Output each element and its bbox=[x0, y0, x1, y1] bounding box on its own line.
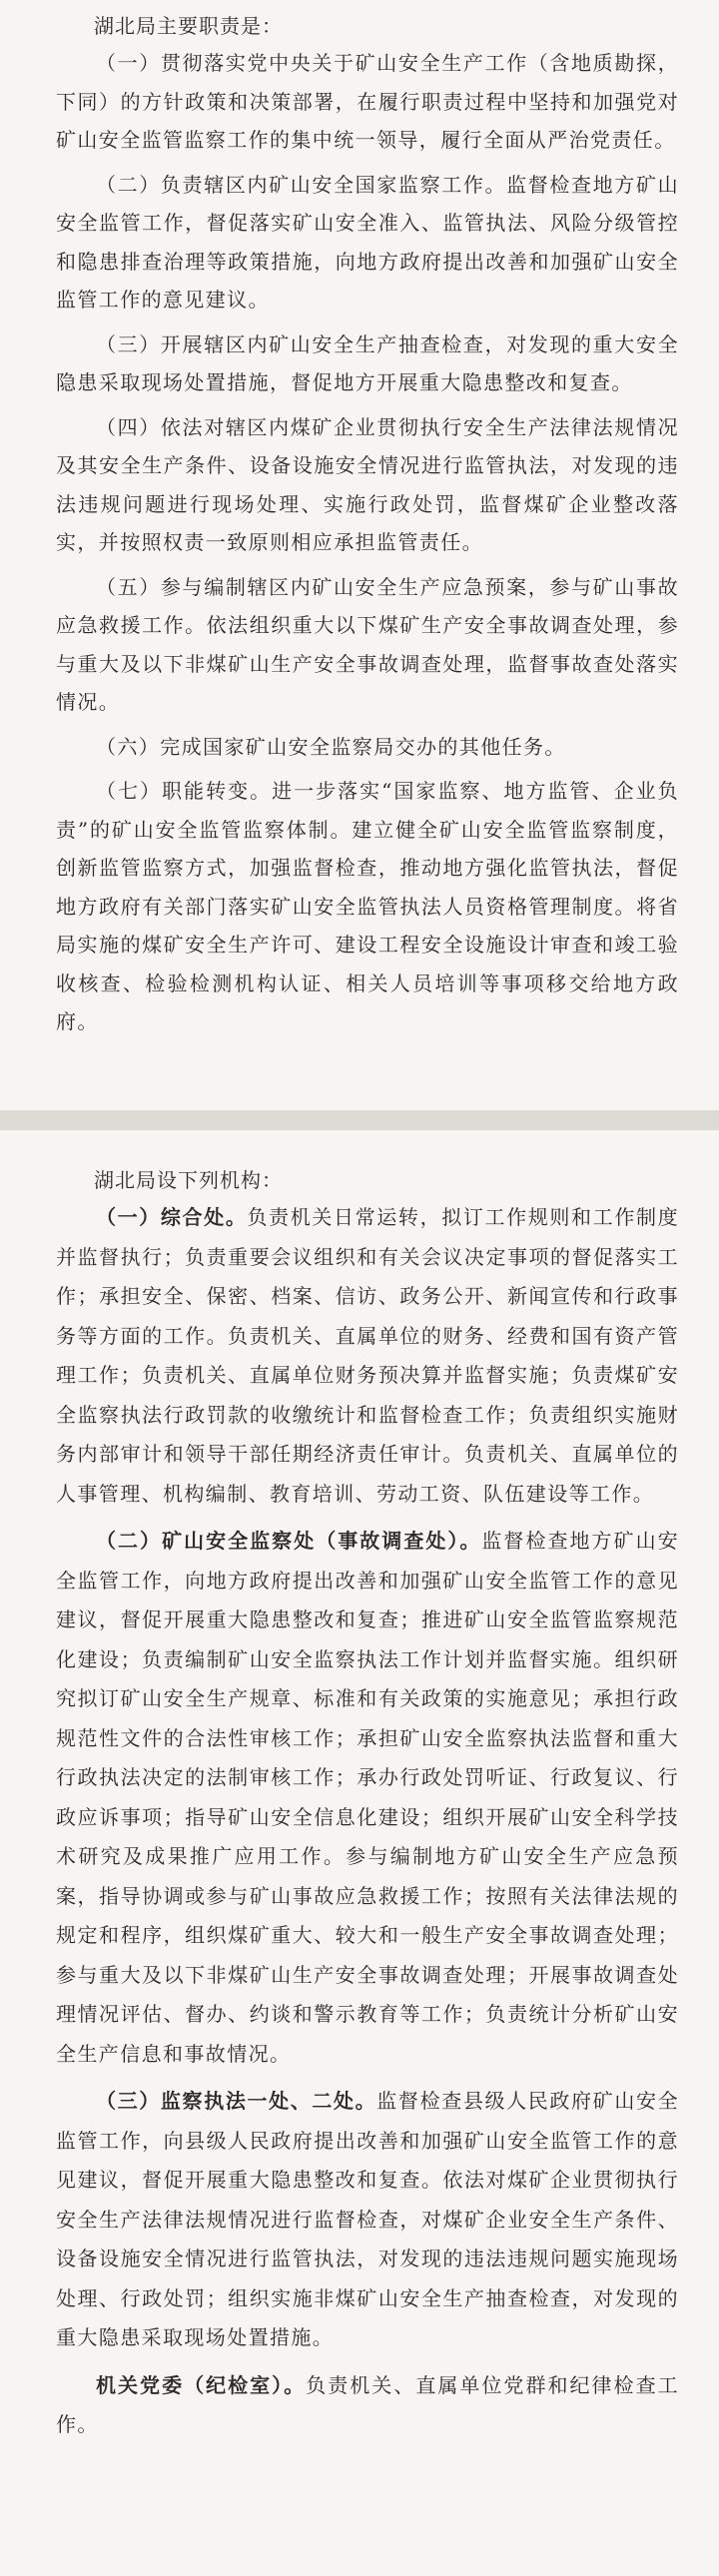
section-title: 机关党委（纪检室）。 bbox=[96, 2372, 307, 2397]
section-body: 负责机关、直属单位党群和纪律检查工作。 bbox=[56, 2372, 679, 2436]
document-page-2 bbox=[0, 1130, 719, 2576]
section-body: 监督检查县级人民政府矿山安全监管工作，向县级人民政府提出改善和加强矿山安全监管工作的意见建议，督促开展重大隐患整改和复查。依法对煤矿企业贯彻执行安全生产法律法规情况进行监督检查，对煤矿企业安全生产条件、设备设施安全情况进行监管执法，对发现的违法违规问题实施现场处理、行政处罚；组织实施非煤矿山安全生产抽查检查，对发现的重大隐患采取现场处置措施。 bbox=[56, 2089, 679, 2349]
duty-item-4: （四）依法对辖区内煤矿企业贯彻执行安全生产法律法规情况及其安全生产条件、设备设施安全情况进行监管执法，对发现的违法违规问题进行现场处理、实施行政处罚，监督煤矿企业整改落实，并按照权责一致原则相应承担监管责任。 bbox=[56, 414, 679, 554]
page2-heading: 湖北局设下列机构： bbox=[94, 1168, 283, 1192]
section-general-office bbox=[56, 1198, 679, 1514]
section-body: 负责机关日常运转，拟订工作规则和工作制度并监督执行；负责重要会议组织和有关会议决定事项的督促落实工作；承担安全、保密、档案、信访、政务公开、新闻宣传和行政事务等方面的工作。负责机关、直属单位的财务、经费和国有资产管理工作；负责机关、直属单位财务预决算并监督实施；负责煤矿安全监察执法行政罚款的收缴统计和监督检查工作；负责组织实施财务内部审计和领导干部任期经济责任审计。负责机关、直属单位的人事管理、机构编制、教育培训、劳动工资、队伍建设等工作。 bbox=[56, 1205, 679, 1506]
duty-item-5: （五）参与编制辖区内矿山安全生产应急预案，参与矿山事故应急救援工作。依法组织重大以下煤矿生产安全事故调查处理，参与重大及以下非煤矿山生产安全事故调查处理，监督事故查处落实情况。 bbox=[56, 574, 679, 714]
duty-item-6: （六）完成国家矿山安全监察局交办的其他任务。 bbox=[96, 734, 566, 759]
page1-heading: 湖北局主要职责是： bbox=[94, 14, 283, 38]
section-body: 监督检查地方矿山安全监管工作，向地方政府提出改善和加强矿山安全监管工作的意见建议，督促开展重大隐患整改和复查；推进矿山安全监管监察规范化建设；负责编制矿山安全监察执法工作计划并监督实施。组织研究拟订矿山安全生产规章、标准和有关政策的实施意见；承担行政规范性文件的合法性审核工作；承担矿山安全监察执法监督和重大行政执法决定的法制审核工作；承办行政处罚听证、行政复议、行政应诉事项；指导矿山安全信息化建设；组织开展矿山安全科学技术研究及成果推广应用工作。参与编制地方矿山安全生产应急预案，指导协调或参与矿山事故应急救援工作；按照有关法律法规的规定和程序，组织煤矿重大、较大和一般生产安全事故调查处理；参与重大及以下非煤矿山生产安全事故调查处理；开展事故调查处理情况评估、督办、约谈和警示教育等工作；负责统计分析矿山安全生产信息和事故情况。 bbox=[56, 1529, 679, 2066]
duty-item-3: （三）开展辖区内矿山安全生产抽查检查，对发现的重大安全隐患采取现场处置措施，督促地方开展重大隐患整改和复查。 bbox=[56, 331, 679, 394]
section-title: （三）监察执法一处、二处。 bbox=[96, 2089, 377, 2113]
section-title: （二）矿山安全监察处（事故调查处）。 bbox=[96, 1529, 482, 1553]
section-party-committee bbox=[56, 2366, 679, 2445]
section-mine-safety-supervision bbox=[56, 1522, 679, 2074]
duty-item-7: （七）职能转变。进一步落实“国家监察、地方监管、企业负责”的矿山安全监管监察体制。建立健全矿山安全监管监察制度，创新监管监察方式，加强监督检查，推动地方强化监管执法，督促地方政府有关部门落实矿山安全监管执法人员资格管理制度。将省局实施的煤矿安全生产许可、建设工程安全设施设计审查和竣工验收核查、检验检测机构认证、相关人员培训等事项移交给地方政府。 bbox=[56, 779, 679, 1033]
section-title: （一）综合处。 bbox=[96, 1205, 248, 1229]
document-page-1 bbox=[0, 0, 719, 1110]
duty-item-1: （一）贯彻落实党中央关于矿山安全生产工作（含地质勘探，下同）的方针政策和决策部署，在履行职责过程中坚持和加强党对矿山安全监管监察工作的集中统一领导，履行全面从严治党责任。 bbox=[56, 51, 679, 152]
duty-item-2: （二）负责辖区内矿山安全国家监察工作。监督检查地方矿山安全监管工作，督促落实矿山安全准入、监管执法、风险分级管控和隐患排查治理等政策措施，向地方政府提出改善和加强矿山安全监管工作的意见建议。 bbox=[56, 172, 679, 312]
section-law-enforcement bbox=[56, 2082, 679, 2358]
page-divider bbox=[0, 1110, 719, 1130]
